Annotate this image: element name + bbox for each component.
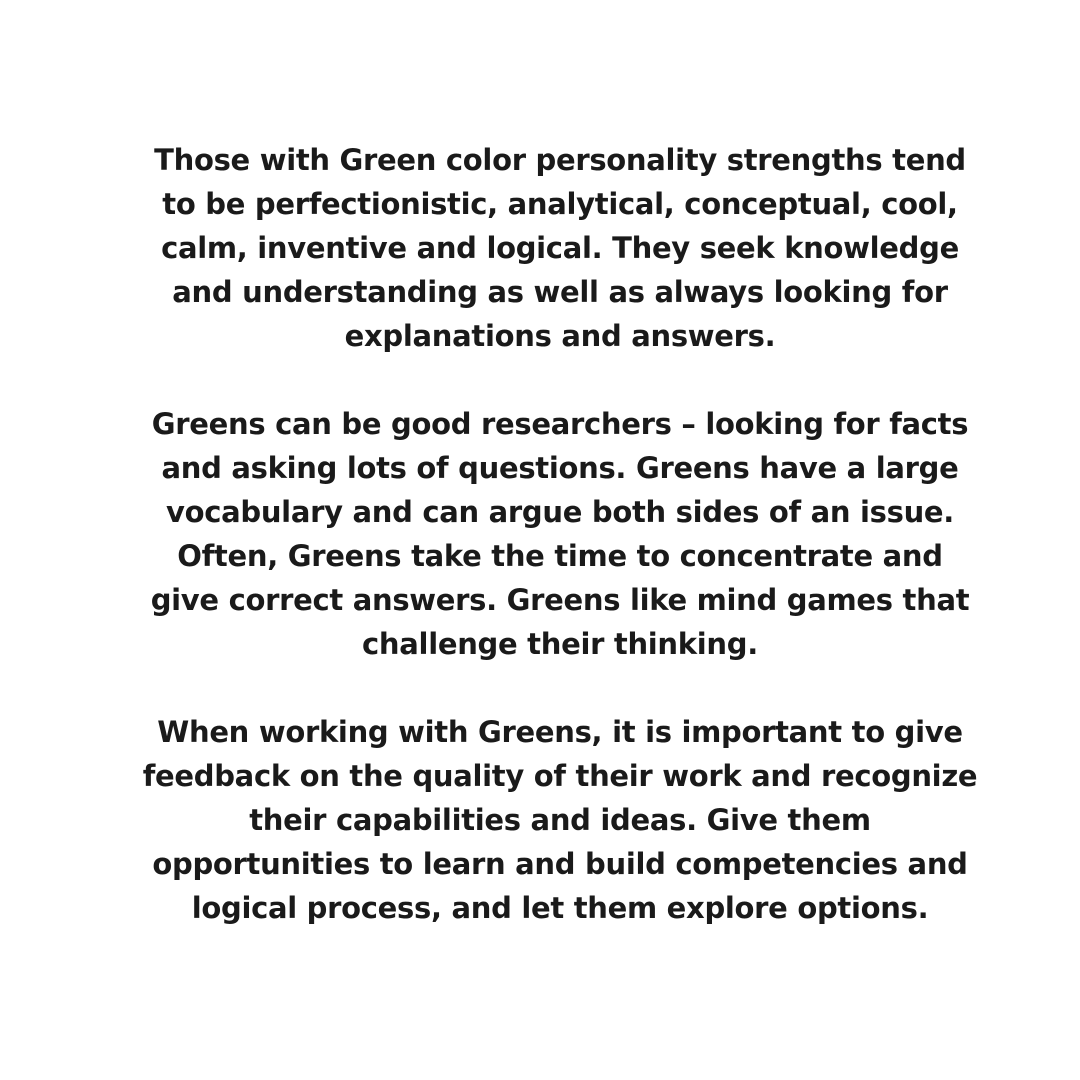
text-line: explanations and answers.: [344, 319, 776, 353]
text-line: give correct answers. Greens like mind games that: [150, 583, 970, 617]
text-line: calm, inventive and logical. They seek knowledge: [161, 231, 959, 265]
paragraph-green-traits: [140, 138, 980, 358]
text-line: feedback on the quality of their work and recognize: [142, 759, 978, 793]
text-line: challenge their thinking.: [362, 627, 758, 661]
text-line: Often, Greens take the time to concentrate and: [177, 539, 943, 573]
text-line: to be perfectionistic, analytical, conceptual, cool,: [162, 187, 958, 221]
paragraph-working-with-greens: [140, 710, 980, 930]
text-line: logical process, and let them explore options.: [191, 891, 929, 925]
text-line: When working with Greens, it is important to give: [157, 715, 963, 749]
text-line: vocabulary and can argue both sides of an issue.: [165, 495, 955, 529]
text-line: Those with Green color personality strengths tend: [154, 143, 966, 177]
paragraph-greens-researchers: [140, 402, 980, 666]
text-line: Greens can be good researchers – looking for facts: [151, 407, 969, 441]
text-block: [140, 138, 980, 974]
text-line: and understanding as well as always looking for: [172, 275, 948, 309]
text-line: and asking lots of questions. Greens have a large: [161, 451, 959, 485]
text-line: opportunities to learn and build competencies and: [152, 847, 968, 881]
text-line: their capabilities and ideas. Give them: [249, 803, 871, 837]
